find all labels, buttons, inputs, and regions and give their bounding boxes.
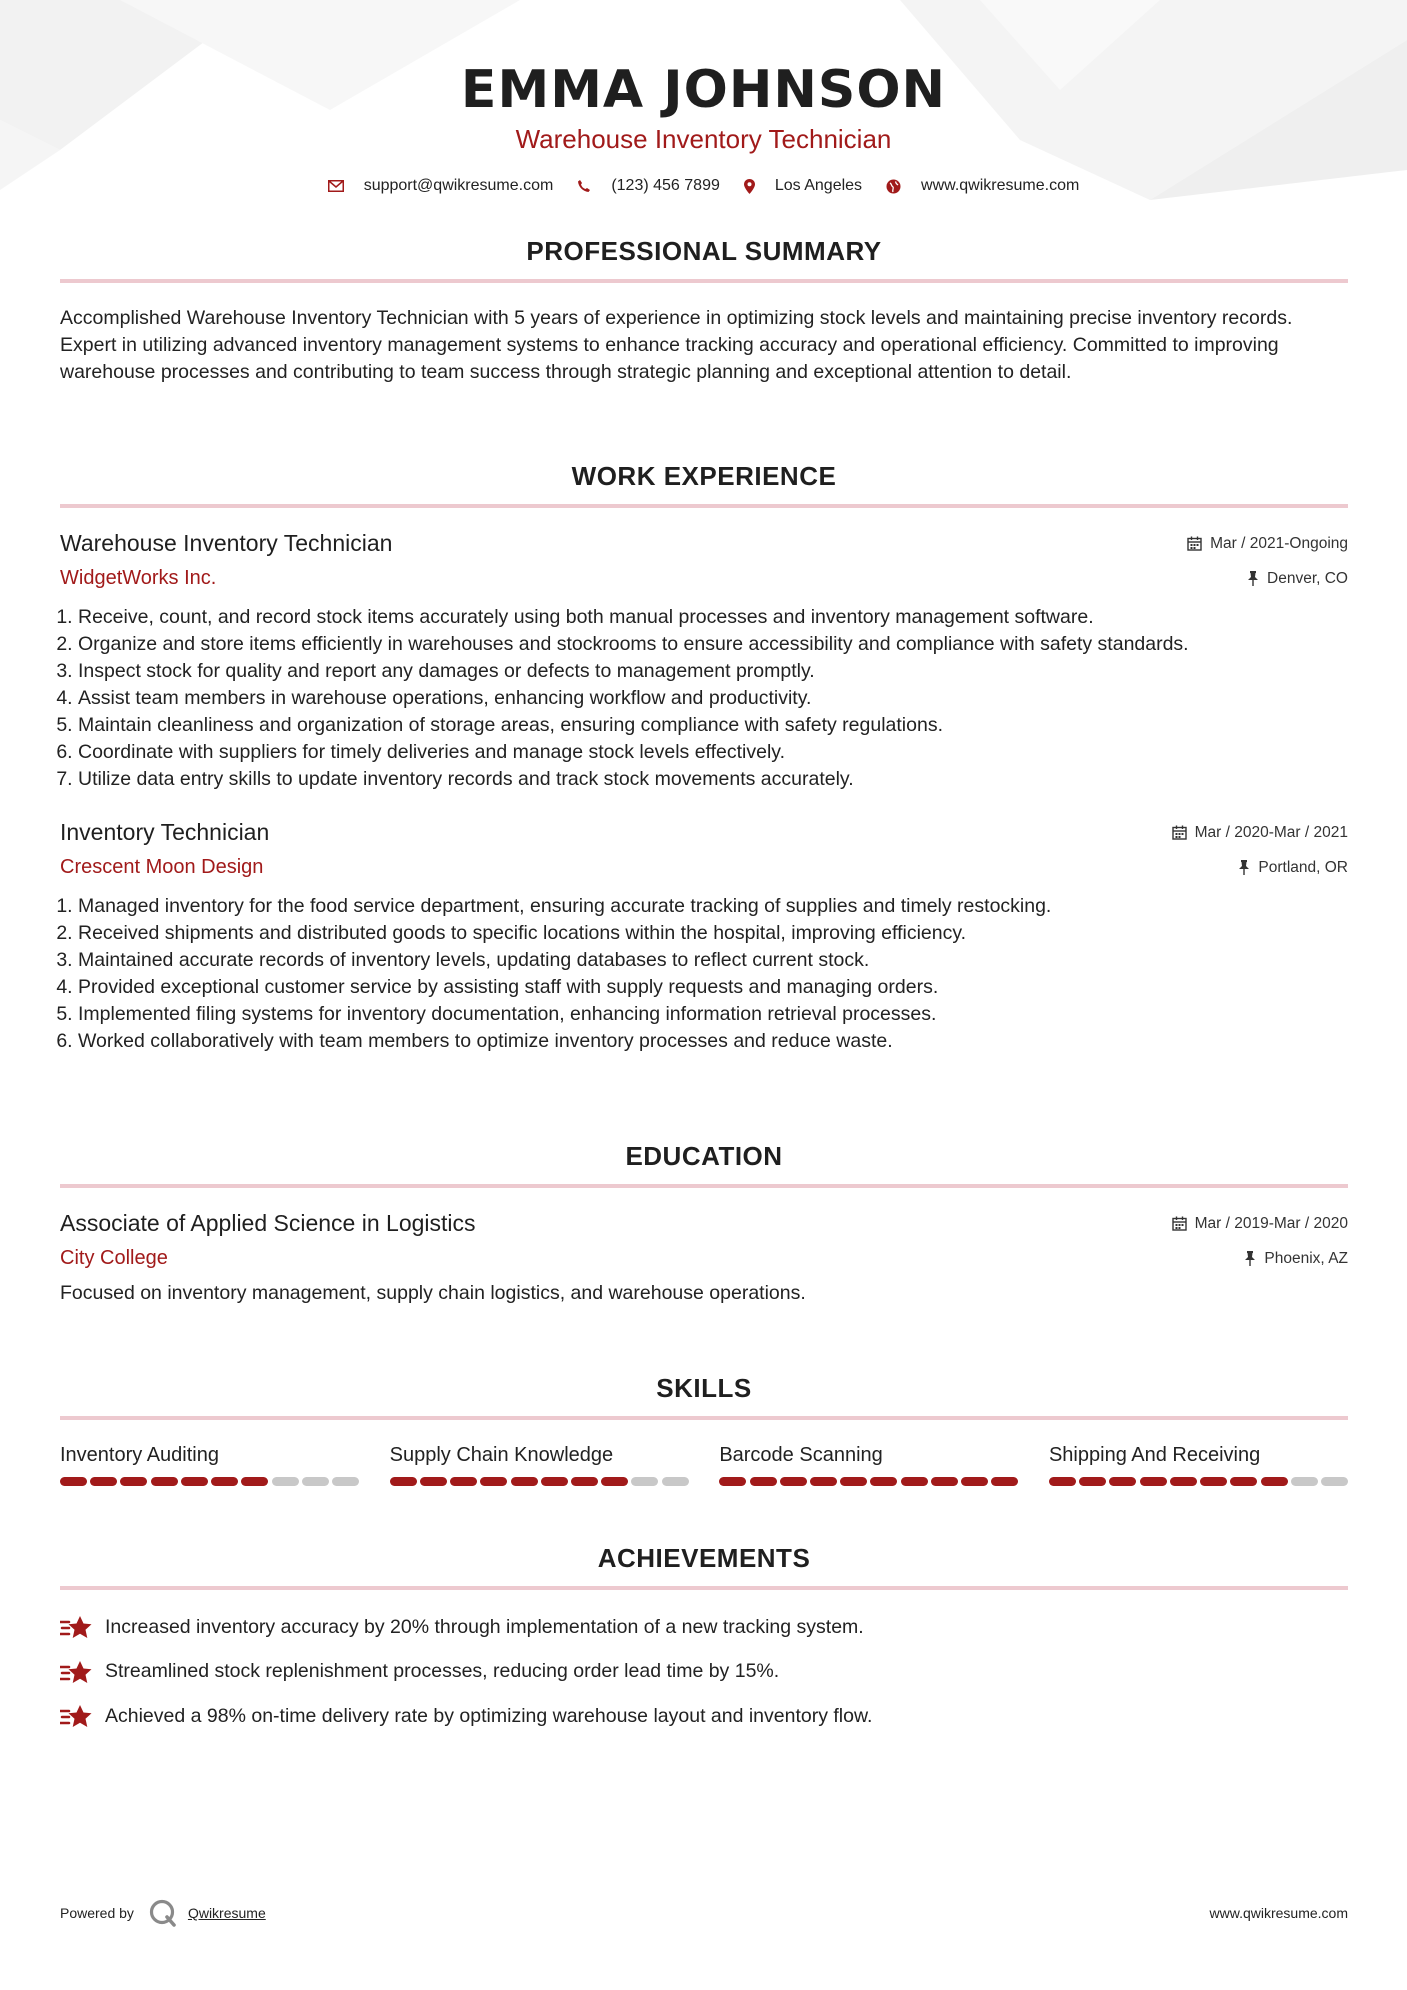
achievements-heading: ACHIEVEMENTS (60, 1543, 1348, 1590)
map-pin-icon (744, 179, 755, 194)
list-item: 4. Provided exceptional customer service by assisting staff with supply requests and managing orders. (78, 974, 1348, 1001)
job-location (1247, 567, 1348, 590)
skill-segment-filled (931, 1477, 958, 1486)
list-item: 1. Receive, count, and record stock items accurately using both manual processes and inventory management software. (78, 604, 1348, 631)
achievements-section (60, 1543, 1348, 1739)
job-entry (60, 819, 1348, 1055)
skill-segment-filled (1200, 1477, 1227, 1486)
phone-icon (577, 179, 591, 193)
qwikresume-logo-icon (148, 1898, 178, 1928)
achievement-text: Achieved a 98% on-time delivery rate by optimizing warehouse layout and inventory flow. (105, 1704, 873, 1727)
skill-segment-empty (662, 1477, 689, 1486)
achievement-item (60, 1605, 1348, 1650)
skill-segment-filled (181, 1477, 208, 1486)
skill-segment-filled (780, 1477, 807, 1486)
skill-segment-empty (302, 1477, 329, 1486)
skill-segment-filled (90, 1477, 117, 1486)
list-item: 2. Organize and store items efficiently in warehouses and stockrooms to ensure accessibility and compliance with safety standards. (78, 631, 1348, 658)
list-item: 1. Managed inventory for the food service department, ensuring accurate tracking of supplies and timely restocking. (78, 893, 1348, 920)
page-footer (60, 1898, 1348, 1928)
pushpin-icon (1247, 571, 1259, 586)
contact-bar (0, 177, 1407, 195)
globe-icon (886, 179, 901, 194)
job-location-text: Denver, CO (1267, 569, 1348, 587)
skills-list (60, 1444, 1348, 1486)
list-item: 3. Maintained accurate records of inventory levels, updating databases to reflect current stock. (78, 947, 1348, 974)
skill-segment-empty (1321, 1477, 1348, 1486)
experience-heading: WORK EXPERIENCE (60, 461, 1348, 508)
achievement-item (60, 1650, 1348, 1695)
skill-name: Supply Chain Knowledge (389, 1444, 614, 1466)
website-text: www.qwikresume.com (921, 177, 1080, 194)
company-name: WidgetWorks Inc. (60, 567, 217, 589)
company-name: Crescent Moon Design (60, 856, 264, 878)
list-item: 5. Implemented filing systems for inventory documentation, enhancing information retrieval processes. (78, 1001, 1348, 1028)
job-dates-text: Mar / 2020-Mar / 2021 (1194, 823, 1348, 841)
skill-segment-filled (571, 1477, 598, 1486)
job-title: Inventory Technician (60, 819, 270, 845)
candidate-role: Warehouse Inventory Technician (515, 124, 892, 154)
achievement-text: Streamlined stock replenishment processes, reducing order lead time by 15%. (105, 1660, 780, 1683)
skill-item (390, 1444, 689, 1486)
skill-segment-filled (901, 1477, 928, 1486)
education-dates-text: Mar / 2019-Mar / 2020 (1194, 1214, 1348, 1232)
education-dates (1172, 1210, 1348, 1237)
contact-location (744, 177, 862, 195)
skills-section (60, 1373, 1348, 1486)
qwikresume-link[interactable]: Qwikresume (187, 1905, 266, 1921)
pushpin-icon (1238, 860, 1250, 875)
skill-segment-empty (272, 1477, 299, 1486)
skill-segment-filled (241, 1477, 268, 1486)
skill-segment-filled (719, 1477, 746, 1486)
skill-segment-filled (840, 1477, 867, 1486)
star-badge-icon (60, 1703, 93, 1729)
skill-segment-filled (1049, 1477, 1076, 1486)
job-dates (1172, 819, 1348, 846)
education-location-text: Phoenix, AZ (1264, 1249, 1348, 1267)
skill-segment-filled (120, 1477, 147, 1486)
list-item: 4. Assist team members in warehouse operations, enhancing workflow and productivity. (78, 685, 1348, 712)
location-text: Los Angeles (774, 177, 863, 194)
skill-segment-filled (450, 1477, 477, 1486)
degree-title: Associate of Applied Science in Logistics (60, 1210, 476, 1236)
skill-segment-filled (60, 1477, 87, 1486)
phone-text: (123) 456 7899 (611, 177, 720, 194)
list-item: 5. Maintain cleanliness and organization of storage areas, ensuring compliance with safety regulations. (78, 712, 1348, 739)
skill-segment-empty (1291, 1477, 1318, 1486)
skill-segment-filled (211, 1477, 238, 1486)
skill-segment-filled (1109, 1477, 1136, 1486)
achievement-text: Increased inventory accuracy by 20% through implementation of a new tracking system. (105, 1615, 864, 1638)
skill-name: Shipping And Receiving (1048, 1444, 1261, 1466)
job-dates-text: Mar / 2021-Ongoing (1210, 534, 1348, 552)
list-item: 6. Worked collaboratively with team members to optimize inventory processes and reduce waste. (78, 1028, 1348, 1055)
achievements-list (60, 1605, 1348, 1739)
contact-website[interactable] (886, 177, 1079, 195)
summary-text: Accomplished Warehouse Inventory Technician with 5 years of experience in optimizing stock levels and maintaining precise inventory records. Expert in utilizing advanced inventory management systems to enhance tracking accuracy and operational efficiency. Committed to improving warehouse processes and contributing to team success through strategic planning and exceptional attention to detail. (60, 307, 1293, 383)
achievement-item (60, 1694, 1348, 1739)
skill-item (60, 1444, 359, 1486)
candidate-name: EMMA JOHNSON (460, 60, 947, 120)
list-item: 3. Inspect stock for quality and report any damages or defects to management promptly. (78, 658, 1348, 685)
skill-level-bar (719, 1477, 1018, 1486)
resume-header (0, 0, 1407, 195)
skill-segment-filled (1230, 1477, 1257, 1486)
job-location (1238, 856, 1348, 879)
skill-segment-filled (961, 1477, 988, 1486)
job-dates (1187, 530, 1348, 557)
skill-segment-filled (1140, 1477, 1167, 1486)
calendar-icon (1172, 1216, 1187, 1231)
skill-name: Inventory Auditing (60, 1444, 219, 1466)
skill-segment-empty (631, 1477, 658, 1486)
star-badge-icon (60, 1614, 93, 1640)
education-heading: EDUCATION (60, 1141, 1348, 1188)
footer-website[interactable]: www.qwikresume.com (1209, 1905, 1348, 1921)
experience-section (60, 461, 1348, 1055)
calendar-icon (1187, 536, 1202, 551)
job-bullets (60, 604, 1348, 793)
skill-level-bar (390, 1477, 689, 1486)
skill-level-bar (1049, 1477, 1348, 1486)
star-badge-icon (60, 1659, 93, 1685)
skill-segment-filled (511, 1477, 538, 1486)
job-title: Warehouse Inventory Technician (60, 530, 393, 556)
powered-by (60, 1898, 266, 1928)
list-item: 6. Coordinate with suppliers for timely deliveries and manage stock levels effectively. (78, 739, 1348, 766)
list-item: 7. Utilize data entry skills to update inventory records and track stock movements accurately. (78, 766, 1348, 793)
skill-segment-filled (480, 1477, 507, 1486)
skill-item (1049, 1444, 1348, 1486)
contact-phone[interactable] (577, 177, 720, 195)
skills-heading: SKILLS (60, 1373, 1348, 1420)
education-location (1244, 1247, 1348, 1270)
skill-segment-filled (601, 1477, 628, 1486)
skill-segment-filled (810, 1477, 837, 1486)
skill-segment-empty (332, 1477, 359, 1486)
list-item: 2. Received shipments and distributed goods to specific locations within the hospital, improving efficiency. (78, 920, 1348, 947)
summary-section (60, 236, 1348, 386)
contact-email[interactable] (328, 177, 554, 195)
skill-segment-filled (1079, 1477, 1106, 1486)
skill-segment-filled (991, 1477, 1018, 1486)
job-bullets (60, 893, 1348, 1055)
pushpin-icon (1244, 1251, 1256, 1266)
skill-segment-filled (1170, 1477, 1197, 1486)
summary-heading: PROFESSIONAL SUMMARY (60, 236, 1348, 283)
job-location-text: Portland, OR (1258, 858, 1348, 876)
skill-segment-filled (750, 1477, 777, 1486)
skill-segment-filled (420, 1477, 447, 1486)
skill-segment-filled (870, 1477, 897, 1486)
job-entry (60, 530, 1348, 793)
education-section (60, 1141, 1348, 1307)
skill-segment-filled (1261, 1477, 1288, 1486)
skill-item (719, 1444, 1018, 1486)
envelope-icon (328, 180, 344, 192)
skill-level-bar (60, 1477, 359, 1486)
education-description: Focused on inventory management, supply chain logistics, and warehouse operations. (60, 1282, 806, 1304)
powered-by-label: Powered by (60, 1905, 134, 1921)
skill-segment-filled (541, 1477, 568, 1486)
skill-segment-filled (390, 1477, 417, 1486)
calendar-icon (1172, 825, 1187, 840)
skill-name: Barcode Scanning (719, 1444, 883, 1466)
school-name: City College (60, 1247, 168, 1269)
skill-segment-filled (151, 1477, 178, 1486)
email-text: support@qwikresume.com (363, 177, 554, 194)
